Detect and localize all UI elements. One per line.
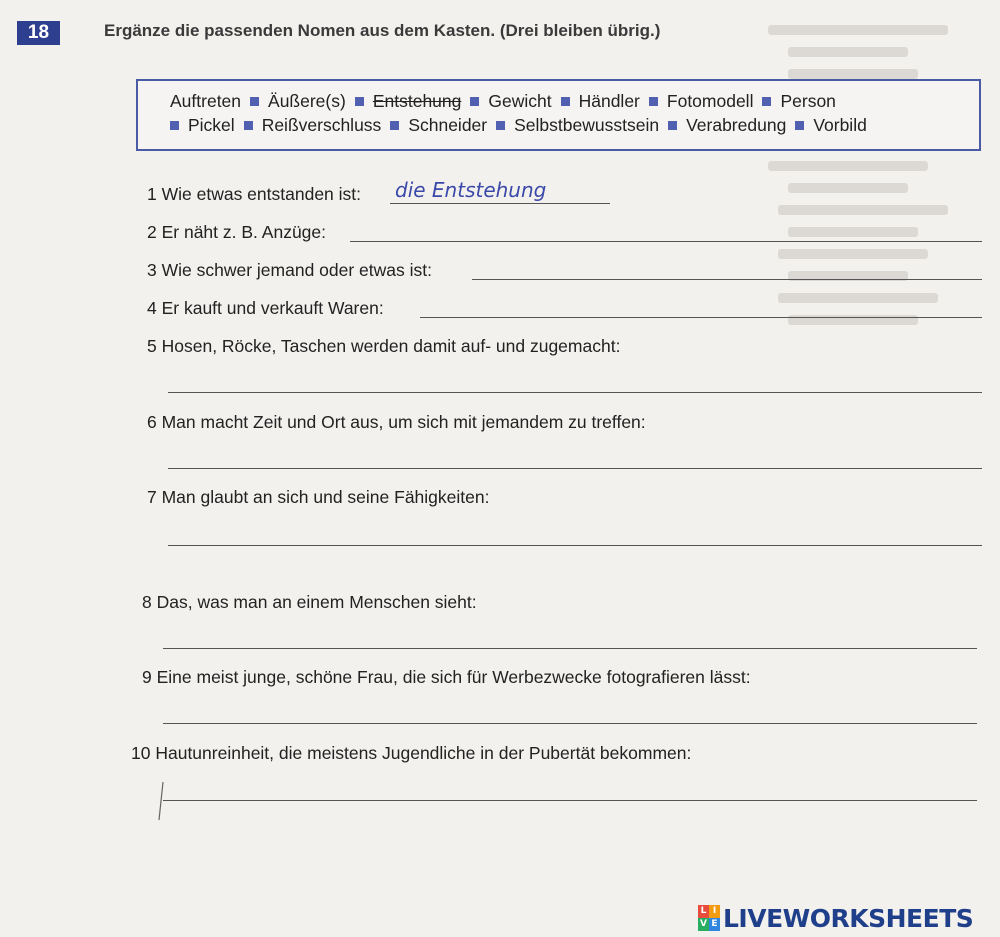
answer-line-4[interactable]	[420, 317, 982, 318]
liveworksheets-logo	[698, 903, 973, 933]
question-9	[142, 667, 751, 688]
question-text: Er kauft und verkauft Waren:	[161, 298, 384, 318]
word-option: Schneider	[408, 115, 488, 135]
background-texture	[760, 2, 998, 366]
question-number: 6	[147, 412, 157, 432]
bullet-square-icon	[170, 121, 179, 130]
question-text: Hautunreinheit, die meistens Jugendliche in der Pubertät bekommen:	[155, 743, 692, 763]
bullet-square-icon	[244, 121, 253, 130]
question-text: Hosen, Röcke, Taschen werden damit auf- und zugemacht:	[161, 336, 621, 356]
answer-1-handwritten: die Entstehung	[395, 178, 547, 202]
question-number: 8	[142, 592, 152, 612]
word-option-struck: Entstehung	[372, 91, 462, 111]
answer-line-8[interactable]	[163, 648, 977, 649]
question-number: 7	[147, 487, 157, 507]
answer-line-10[interactable]	[163, 800, 977, 801]
answer-line-5[interactable]	[168, 392, 982, 393]
question-7	[147, 487, 489, 508]
question-number: 9	[142, 667, 152, 687]
bullet-square-icon	[668, 121, 677, 130]
word-box	[136, 79, 981, 151]
bullet-square-icon	[355, 97, 364, 106]
question-text: Er näht z. B. Anzüge:	[161, 222, 327, 242]
question-1	[147, 184, 361, 205]
logo-tile: L	[698, 905, 709, 918]
bullet-square-icon	[470, 97, 479, 106]
answer-line-2[interactable]	[350, 241, 982, 242]
bullet-square-icon	[496, 121, 505, 130]
question-5	[147, 336, 620, 357]
answer-line-1[interactable]	[390, 203, 610, 204]
bullet-square-icon	[561, 97, 570, 106]
word-option: Reißverschluss	[261, 115, 382, 135]
word-option: Auftreten	[170, 91, 242, 111]
question-number: 3	[147, 260, 157, 280]
question-text: Wie etwas entstanden ist:	[161, 184, 362, 204]
exercise-number-badge: 18	[17, 21, 60, 45]
word-option: Verabredung	[686, 115, 787, 135]
word-option: Händler	[578, 91, 640, 111]
question-number: 2	[147, 222, 157, 242]
question-10	[131, 743, 691, 764]
answer-line-3[interactable]	[472, 279, 982, 280]
word-option: Gewicht	[488, 91, 552, 111]
exercise-instruction: Ergänze die passenden Nomen aus dem Kasten. (Drei bleiben übrig.)	[104, 21, 661, 40]
question-text: Man glaubt an sich und seine Fähigkeiten:	[161, 487, 490, 507]
answer-line-6[interactable]	[168, 468, 982, 469]
word-option: Vorbild	[813, 115, 867, 135]
question-4	[147, 298, 384, 319]
word-box-row-2	[170, 115, 867, 136]
word-box-row-1	[170, 91, 836, 112]
logo-tile: V	[698, 918, 709, 931]
question-number: 4	[147, 298, 157, 318]
question-number: 10	[131, 743, 151, 763]
question-text: Das, was man an einem Menschen sieht:	[156, 592, 477, 612]
liveworksheets-logo-icon	[698, 905, 720, 931]
bullet-square-icon	[250, 97, 259, 106]
word-option: Person	[780, 91, 836, 111]
answer-line-7[interactable]	[168, 545, 982, 546]
question-6	[147, 412, 646, 433]
question-3	[147, 260, 432, 281]
question-number: 1	[147, 184, 157, 204]
bullet-square-icon	[795, 121, 804, 130]
bullet-square-icon	[762, 97, 771, 106]
question-text: Eine meist junge, schöne Frau, die sich für Werbezwecke fotografieren lässt:	[156, 667, 751, 687]
word-option: Selbstbewusstsein	[514, 115, 660, 135]
logo-tile: E	[709, 918, 720, 931]
liveworksheets-wordmark: LIVEWORKSHEETS	[723, 903, 974, 933]
logo-tile: I	[709, 905, 720, 918]
bullet-square-icon	[649, 97, 658, 106]
question-number: 5	[147, 336, 157, 356]
pencil-stroke-mark	[155, 782, 167, 822]
bullet-square-icon	[390, 121, 399, 130]
question-2	[147, 222, 326, 243]
answer-line-9[interactable]	[163, 723, 977, 724]
question-text: Wie schwer jemand oder etwas ist:	[161, 260, 432, 280]
word-option: Pickel	[188, 115, 235, 135]
word-option: Fotomodell	[666, 91, 754, 111]
question-text: Man macht Zeit und Ort aus, um sich mit jemandem zu treffen:	[161, 412, 646, 432]
question-8	[142, 592, 477, 613]
word-option: Äußere(s)	[268, 91, 346, 111]
